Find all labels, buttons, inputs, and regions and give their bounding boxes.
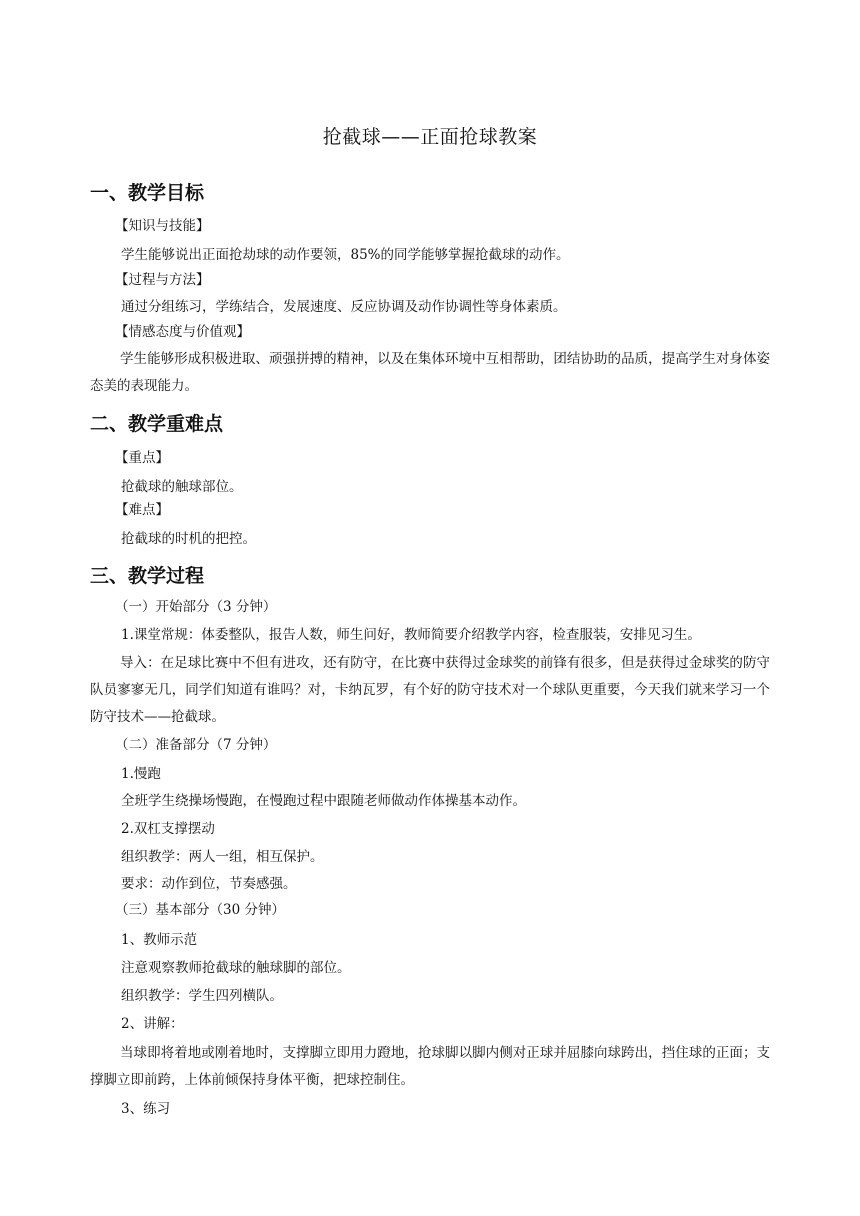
part-start-routine: 1.课堂常规：体委整队，报告人数，师生问好，教师简要介绍教学内容，检查服装，安排见习生。 xyxy=(121,627,701,643)
section-heading-key-difficult: 二、教学重难点 xyxy=(90,413,224,435)
part-start-label: （一）开始部分（3 分钟） xyxy=(115,599,277,615)
text-key-point: 抢截球的触球部位。 xyxy=(121,479,243,495)
part-prep-item2-req: 要求：动作到位，节奏感强。 xyxy=(121,876,297,892)
label-key-point: 【重点】 xyxy=(115,450,169,466)
section-heading-objectives: 一、教学目标 xyxy=(90,182,205,204)
part-basic-label: （三）基本部分（30 分钟） xyxy=(115,902,285,918)
part-basic-item2: 2、讲解： xyxy=(121,1016,184,1032)
text-emotion-values: 学生能够形成积极进取、顽强拼搏的精神，以及在集体环境中互相帮助，团结协助的品质，提高学生对身体姿态美的表现能力。 xyxy=(90,351,770,394)
document-title: 抢截球——正面抢球教案 xyxy=(322,126,538,148)
label-difficult-point: 【难点】 xyxy=(115,502,169,518)
part-basic-item3: 3、练习 xyxy=(121,1101,171,1117)
part-prep-item1-text: 全班学生绕操场慢跑，在慢跑过程中跟随老师做动作体操基本动作。 xyxy=(121,793,526,809)
label-knowledge-skills: 【知识与技能】 xyxy=(115,218,210,234)
part-basic-item1-org: 组织教学：学生四列横队。 xyxy=(121,988,283,1004)
part-start-intro: 导入：在足球比赛中不但有进攻，还有防守，在比赛中获得过金球奖的前锋有很多，但是获得过金球奖的防守队员寥寥无几，同学们知道有谁吗？对，卡纳瓦罗，有个好的防守技术对一个球队更重要，今天我们就来学习一个防守技术——抢截球。 xyxy=(90,655,770,725)
part-prep-item1: 1.慢跑 xyxy=(121,766,161,782)
part-basic-item1-note: 注意观察教师抢截球的触球脚的部位。 xyxy=(121,960,351,976)
section-heading-process: 三、教学过程 xyxy=(90,565,205,587)
text-process-method: 通过分组练习，学练结合，发展速度、反应协调及动作协调性等身体素质。 xyxy=(121,299,567,315)
label-emotion-values: 【情感态度与价值观】 xyxy=(115,324,250,340)
part-prep-item2: 2.双杠支撑摆动 xyxy=(121,821,215,837)
part-prep-label: （二）准备部分（7 分钟） xyxy=(115,737,277,753)
label-process-method: 【过程与方法】 xyxy=(115,272,210,288)
text-knowledge-skills: 学生能够说出正面抢劫球的动作要领，85%的同学能够掌握抢截球的动作。 xyxy=(121,247,570,263)
part-prep-item2-org: 组织教学：两人一组，相互保护。 xyxy=(121,849,324,865)
part-basic-item2-text: 当球即将着地或刚着地时，支撑脚立即用力蹬地，抢球脚以脚内侧对正球并屈膝向球跨出，挡住球的正面；支撑脚立即前跨，上体前倾保持身体平衡，把球控制住。 xyxy=(90,1045,770,1088)
text-difficult-point: 抢截球的时机的把控。 xyxy=(121,531,256,547)
part-basic-item1: 1、教师示范 xyxy=(121,932,198,948)
